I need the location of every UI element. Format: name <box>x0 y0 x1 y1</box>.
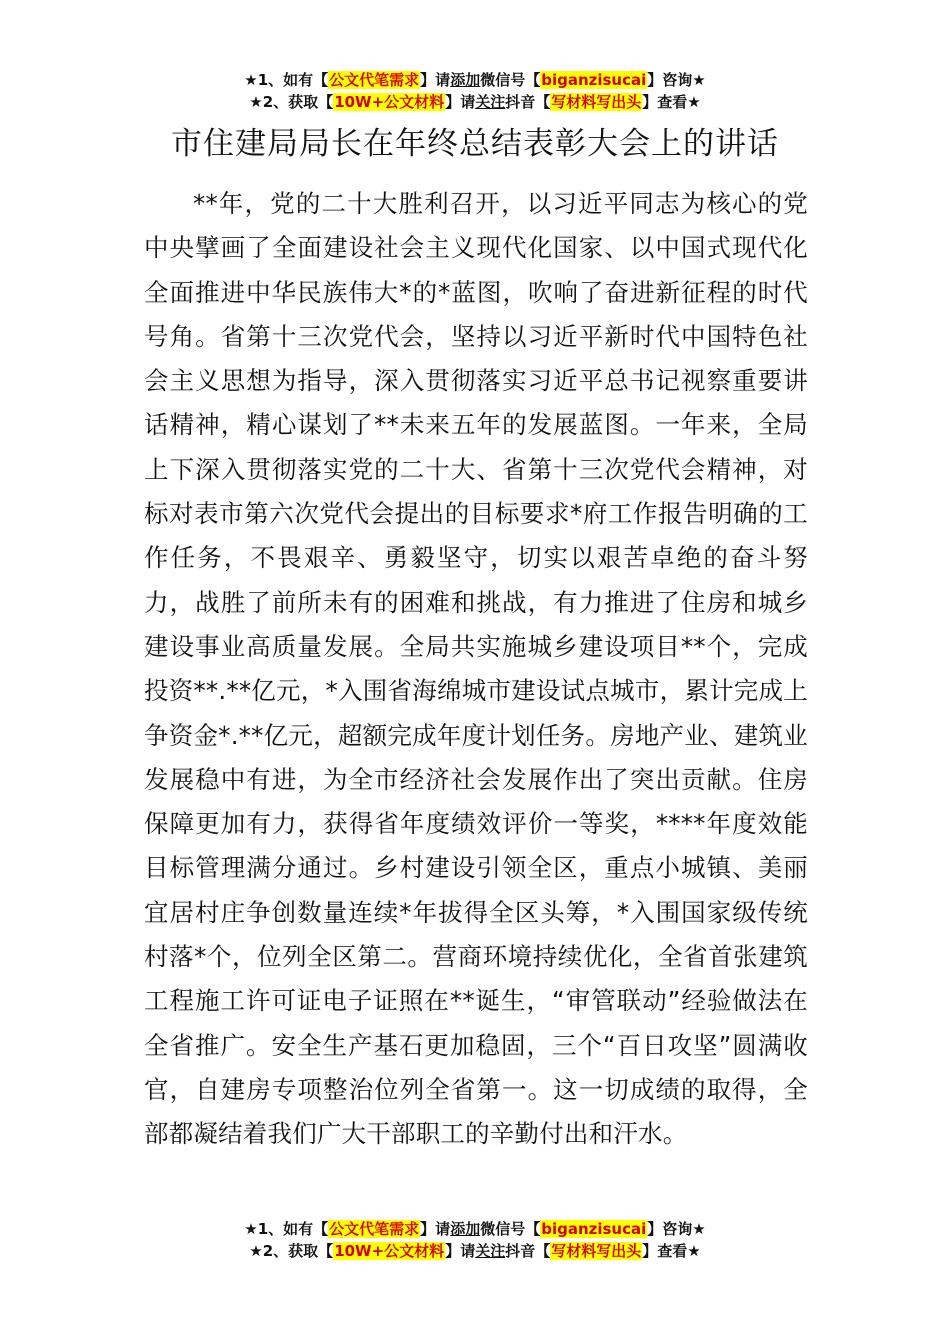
body-paragraph: **年，党的二十大胜利召开，以习近平同志为核心的党中央擘画了全面建设社会主义现代化国家、以中国式现代化全面推进中华民族伟大*的*蓝图，吹响了奋进新征程的时代号角。省第十三次党代会，坚持以习近平新时代中国特色社会主义思想为指导，深入贯彻落实习近平总书记视察重要讲话精神，精心谋划了**未来五年的发展蓝图。一年来，全局上下深入贯彻落实党的二十大、省第十三次党代会精神，对标对表市第六次党代会提出的目标要求*府工作报告明确的工作任务，不畏艰辛、勇毅坚守，切实以艰苦卓绝的奋斗努力，战胜了前所未有的困难和挑战，有力推进了住房和城乡建设事业高质量发展。全局共实施城乡建设项目**个，完成投资**.**亿元，*入围省海绵城市建设试点城市，累计完成上争资金*.**亿元，超额完成年度计划任务。房地产业、建筑业发展稳中有进，为全市经济社会发展作出了突出贡献。住房保障更加有力，获得省年度绩效评价一等奖，****年度效能目标管理满分通过。乡村建设引领全区，重点小城镇、美丽宜居村庄争创数量连续*年拔得全区头筹，*入围国家级传统村落*个，位列全区第二。营商环境持续优化，全省首张建筑工程施工许可证电子证照在**诞生，“审管联动”经验做法在全省推广。安全生产基石更加稳固，三个“百日攻坚”圆满收官，自建房专项整治位列全省第一。这一切成绩的取得，全部都凝结着我们广大干部职工的辛勤付出和汗水。 <box>144 189 808 1149</box>
bottom-banner <box>0 1218 950 1262</box>
highlight-materials: 10W+公文材料 <box>334 93 445 111</box>
highlight-douyin-account: 写材料写出头 <box>551 1242 642 1260</box>
highlight-wechat-id: biganzisucai <box>541 71 647 89</box>
document-title: 市住建局局长在年终总结表彰大会上的讲话 <box>171 126 779 162</box>
highlight-service: 公文代笔需求 <box>329 71 420 89</box>
highlight-wechat-id: biganzisucai <box>541 1220 647 1238</box>
banner-line-1: ★1、如有【公文代笔需求】请添加微信号【biganzisucai】咨询★ <box>244 71 706 89</box>
banner-line-2: ★2、获取【10W+公文材料】请关注抖音【写材料写出头】查看★ <box>249 1242 701 1260</box>
highlight-materials: 10W+公文材料 <box>334 1242 445 1260</box>
banner-line-1: ★1、如有【公文代笔需求】请添加微信号【biganzisucai】咨询★ <box>244 1220 706 1238</box>
highlight-douyin-account: 写材料写出头 <box>551 93 642 111</box>
highlight-service: 公文代笔需求 <box>329 1220 420 1238</box>
top-banner <box>0 69 950 113</box>
banner-line-2: ★2、获取【10W+公文材料】请关注抖音【写材料写出头】查看★ <box>249 93 701 111</box>
